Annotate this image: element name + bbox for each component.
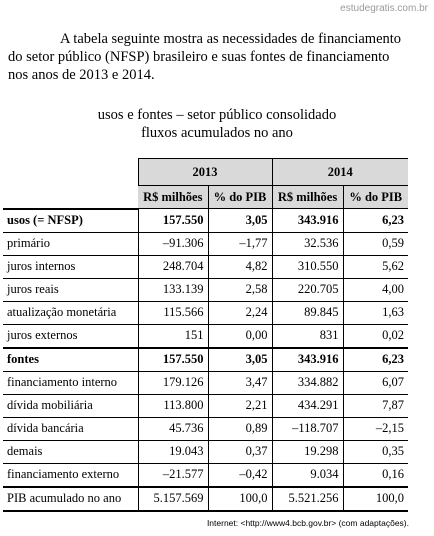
value-2013: 157.550 — [138, 348, 208, 372]
header-blank-cell — [3, 159, 138, 209]
value-2014: 310.550 — [272, 255, 343, 278]
value-2014: 89.845 — [272, 301, 343, 324]
row-label: primário — [3, 232, 138, 255]
pct-pib-2014: –2,15 — [343, 417, 408, 440]
value-2014: –118.707 — [272, 417, 343, 440]
pct-pib-2013: 3,47 — [208, 371, 272, 394]
value-2014: 19.298 — [272, 440, 343, 463]
row-label: PIB acumulado no ano — [3, 487, 138, 511]
value-2014: 334.882 — [272, 371, 343, 394]
row-label: financiamento externo — [3, 463, 138, 487]
value-2014: 831 — [272, 324, 343, 348]
intro-line: A tabela seguinte mostra as necessidades de financiamento — [60, 31, 402, 47]
row-label: dívida bancária — [3, 417, 138, 440]
pct-pib-2013: 2,58 — [208, 278, 272, 301]
row-label: dívida mobiliária — [3, 394, 138, 417]
pct-pib-2014: 5,62 — [343, 255, 408, 278]
row-label: demais — [3, 440, 138, 463]
pct-pib-2014: 6,23 — [343, 348, 408, 372]
pct-pib-2014: 4,00 — [343, 278, 408, 301]
header-pct-pib: % do PIB — [343, 186, 408, 209]
header-year: 2014 — [272, 159, 408, 186]
value-2014: 9.034 — [272, 463, 343, 487]
header-pct-pib: % do PIB — [208, 186, 272, 209]
pct-pib-2013: –0,42 — [208, 463, 272, 487]
value-2013: 248.704 — [138, 255, 208, 278]
table-row — [3, 487, 408, 511]
table-caption-title: usos e fontes – setor público consolidado — [97, 107, 337, 123]
table-row — [3, 209, 408, 233]
value-2014: 220.705 — [272, 278, 343, 301]
value-2013: 179.126 — [138, 371, 208, 394]
pct-pib-2014: 0,02 — [343, 324, 408, 348]
row-label: financiamento interno — [3, 371, 138, 394]
value-2014: 434.291 — [272, 394, 343, 417]
row-label: juros reais — [3, 278, 138, 301]
pct-pib-2014: 0,35 — [343, 440, 408, 463]
row-label: usos (= NFSP) — [3, 209, 138, 233]
value-2013: 151 — [138, 324, 208, 348]
watermark: estudegratis.com.br — [340, 3, 428, 14]
table-row — [3, 440, 408, 463]
value-2014: 5.521.256 — [272, 487, 343, 511]
intro-line: nos anos de 2013 e 2014. — [8, 67, 155, 83]
table-row — [3, 232, 408, 255]
table-caption-subtitle: fluxos acumulados no ano — [141, 125, 293, 141]
source-note: Internet: <http://www4.bcb.gov.br> (com adaptações). — [206, 518, 409, 528]
header-rs-milhoes: R$ milhões — [272, 186, 343, 209]
value-2013: –21.577 — [138, 463, 208, 487]
header-year: 2013 — [138, 159, 272, 186]
row-label: fontes — [3, 348, 138, 372]
value-2013: 157.550 — [138, 209, 208, 233]
pct-pib-2013: 4,82 — [208, 255, 272, 278]
table-row — [3, 278, 408, 301]
pct-pib-2014: 100,0 — [343, 487, 408, 511]
pct-pib-2013: 100,0 — [208, 487, 272, 511]
value-2014: 32.536 — [272, 232, 343, 255]
value-2014: 343.916 — [272, 209, 343, 233]
table-row — [3, 417, 408, 440]
value-2014: 343.916 — [272, 348, 343, 372]
intro-line: do setor público (NFSP) brasileiro e suas fontes de financiamento — [8, 49, 390, 65]
pct-pib-2014: 0,59 — [343, 232, 408, 255]
row-label: atualização monetária — [3, 301, 138, 324]
table-row — [3, 348, 408, 372]
nfsp-table — [3, 158, 408, 512]
value-2013: 133.139 — [138, 278, 208, 301]
pct-pib-2014: 0,16 — [343, 463, 408, 487]
table-row — [3, 394, 408, 417]
pct-pib-2013: 2,24 — [208, 301, 272, 324]
pct-pib-2013: 0,89 — [208, 417, 272, 440]
table-row — [3, 324, 408, 348]
pct-pib-2013: 3,05 — [208, 209, 272, 233]
pct-pib-2013: 0,00 — [208, 324, 272, 348]
table-row — [3, 463, 408, 487]
table-row — [3, 301, 408, 324]
value-2013: –91.306 — [138, 232, 208, 255]
header-rs-milhoes: R$ milhões — [138, 186, 208, 209]
pct-pib-2014: 7,87 — [343, 394, 408, 417]
row-label: juros internos — [3, 255, 138, 278]
pct-pib-2014: 6,23 — [343, 209, 408, 233]
pct-pib-2013: –1,77 — [208, 232, 272, 255]
pct-pib-2014: 1,63 — [343, 301, 408, 324]
pct-pib-2013: 3,05 — [208, 348, 272, 372]
value-2013: 5.157.569 — [138, 487, 208, 511]
pct-pib-2013: 0,37 — [208, 440, 272, 463]
value-2013: 115.566 — [138, 301, 208, 324]
row-label: juros externos — [3, 324, 138, 348]
value-2013: 19.043 — [138, 440, 208, 463]
table-row — [3, 255, 408, 278]
value-2013: 113.800 — [138, 394, 208, 417]
intro-paragraph — [8, 30, 428, 84]
pct-pib-2013: 2,21 — [208, 394, 272, 417]
value-2013: 45.736 — [138, 417, 208, 440]
table-row — [3, 371, 408, 394]
pct-pib-2014: 6,07 — [343, 371, 408, 394]
